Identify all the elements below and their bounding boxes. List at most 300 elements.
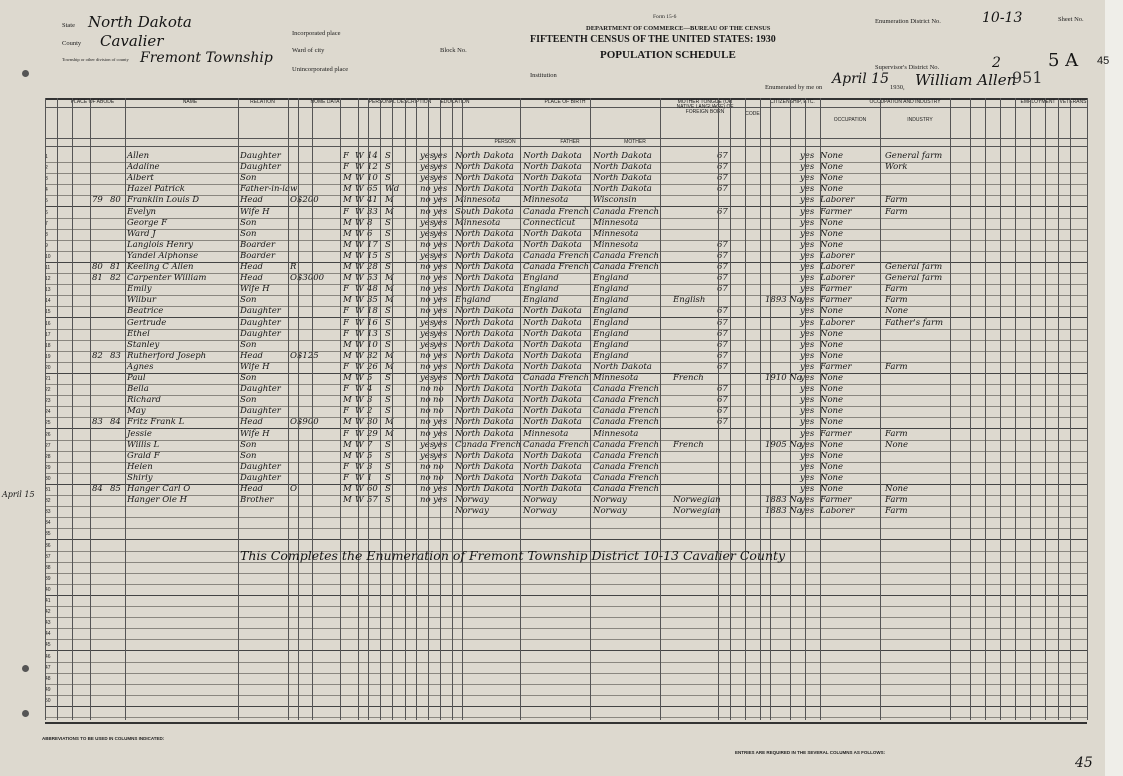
cell-mo: Canada French [593, 450, 660, 461]
row-rule [45, 451, 1087, 452]
cell-birth: North Dakota [455, 461, 514, 472]
row-number: 9 [45, 242, 48, 249]
cell-birth: Norway [455, 506, 489, 517]
cell-cit: 1910 Na [765, 373, 802, 383]
cell-code: 67 [717, 239, 728, 250]
cell-rel: Daughter [240, 472, 281, 483]
cell-mo: Canada French [593, 472, 660, 483]
cell-birth: North Dakota [455, 384, 514, 395]
column-rule [288, 98, 289, 720]
cell-rd: yes [433, 184, 448, 195]
cell-ind: Farm [885, 495, 908, 506]
cell-name: Richard [127, 395, 161, 406]
cell-name: Adaline [127, 162, 160, 173]
cell-eng: yes [800, 262, 815, 272]
column-rule [950, 98, 951, 720]
cell-mar: S [385, 239, 391, 250]
state-value: North Dakota [88, 13, 192, 31]
cell-sch: yes [420, 339, 435, 350]
row-number: 42 [45, 609, 51, 616]
cell-fa: North Dakota [523, 450, 582, 461]
cell-rd: no [433, 472, 444, 483]
column-rule [1058, 98, 1059, 720]
cell-fa: North Dakota [523, 317, 582, 328]
row-rule [45, 317, 1087, 318]
cell-rd: yes [433, 217, 448, 228]
cell-sex: F [343, 472, 349, 483]
cell-name: Helen [127, 461, 153, 472]
cell-eng: yes [800, 395, 815, 406]
col-personal: PERSONAL DESCRIPTION [368, 99, 432, 105]
cell-rd: yes [433, 417, 448, 428]
cell-fa: North Dakota [523, 361, 582, 372]
cell-age: 35 [367, 295, 378, 306]
cell-code: 67 [717, 384, 728, 395]
cell-cit: 1905 Na [765, 439, 802, 450]
cell-eng: yes [800, 506, 815, 517]
cell-val: $125 [297, 350, 319, 361]
cell-mo: North Dakota [593, 361, 652, 372]
cell-age: 41 [367, 195, 378, 206]
header-divider [45, 146, 1087, 147]
cell-race: W [355, 350, 364, 361]
cell-sex: M [343, 439, 352, 450]
column-rule [820, 98, 821, 720]
row-number: 3 [45, 176, 48, 183]
cell-fa: North Dakota [523, 239, 582, 250]
cell-ind: General farm [885, 262, 943, 272]
cell-race: W [355, 284, 364, 295]
cell-mo: Wisconsin [593, 195, 637, 206]
cell-sch: no [420, 306, 431, 317]
cell-code: 67 [717, 350, 728, 361]
column-rule [745, 98, 746, 720]
col-code: CODE [745, 111, 760, 117]
cell-sex: F [343, 328, 349, 339]
cell-birth: North Dakota [455, 262, 514, 272]
cell-mo: Norway [593, 506, 627, 517]
col-name: NAME [182, 99, 198, 105]
row-number: 25 [45, 420, 51, 427]
row-rule [45, 162, 1087, 163]
cell-birth: North Dakota [455, 228, 514, 239]
cell-fa: North Dakota [523, 151, 582, 161]
cell-code: 67 [717, 206, 728, 217]
cell-name: Ethel [127, 328, 150, 339]
row-number: 6 [45, 209, 48, 216]
cell-dw: 83 [92, 417, 103, 428]
cell-rel: Daughter [240, 406, 281, 417]
cell-fa: North Dakota [523, 417, 582, 428]
row-rule [45, 662, 1087, 663]
cell-fa: Norway [523, 495, 557, 506]
cell-mar: S [385, 173, 391, 184]
cell-eng: yes [800, 228, 815, 239]
cell-mo: Canada French [593, 262, 660, 272]
cell-birth: North Dakota [455, 350, 514, 361]
row-number: 44 [45, 631, 51, 638]
cell-fa: Minnesota [523, 428, 569, 439]
cell-fam: 80 [110, 195, 121, 206]
cell-ind: None [885, 306, 909, 317]
column-rule [1045, 98, 1046, 720]
column-rule [1070, 98, 1071, 720]
row-number: 37 [45, 553, 51, 560]
cell-occ: None [820, 472, 844, 483]
row-rule [45, 528, 1087, 529]
row-rule [45, 628, 1087, 629]
cell-eng: yes [800, 306, 815, 317]
cell-tongue: French [673, 439, 704, 450]
col-industry: INDUSTRY [907, 117, 933, 123]
cell-dw: 82 [92, 350, 103, 361]
cell-rd: yes [433, 339, 448, 350]
cell-rd: yes [433, 262, 448, 272]
cell-sex: F [343, 317, 349, 328]
row-number: 23 [45, 398, 51, 405]
cell-fam: 81 [110, 262, 121, 272]
cell-sch: no [420, 206, 431, 217]
row-number: 20 [45, 364, 51, 371]
cell-name: Albert [127, 173, 154, 184]
cell-code: 67 [717, 173, 728, 184]
cell-sch: yes [420, 250, 435, 261]
cell-rel: Son [240, 339, 257, 350]
row-number: 47 [45, 664, 51, 671]
cell-race: W [355, 384, 364, 395]
cell-eng: yes [800, 484, 815, 494]
cell-race: W [355, 250, 364, 261]
cell-name: Hanger Carl O [127, 484, 191, 494]
cell-sex: M [343, 395, 352, 406]
cell-fa: Norway [523, 506, 557, 517]
cell-birth: North Dakota [455, 361, 514, 372]
census-title: FIFTEENTH CENSUS OF THE UNITED STATES: 1930 [530, 34, 776, 45]
cell-rd: yes [433, 484, 448, 494]
cell-val: $200 [297, 195, 319, 206]
cell-mo: Canada French [593, 384, 660, 395]
cell-eng: yes [800, 384, 815, 395]
cell-age: 53 [367, 273, 378, 284]
cell-rel: Head [240, 350, 263, 361]
cell-sch: no [420, 284, 431, 295]
cell-sch: yes [420, 328, 435, 339]
cell-rd: yes [433, 361, 448, 372]
cell-age: 17 [367, 239, 378, 250]
cell-birth: North Dakota [455, 406, 514, 417]
cell-race: W [355, 306, 364, 317]
row-rule [45, 428, 1087, 429]
cell-mar: M [385, 284, 394, 295]
cell-age: 32 [367, 350, 378, 361]
row-rule [45, 473, 1087, 474]
row-rule [45, 506, 1087, 507]
form-number: Form 15-6 [653, 14, 677, 20]
cell-fa: North Dakota [523, 173, 582, 184]
cell-name: Allen [127, 151, 150, 161]
cell-own: O [290, 195, 297, 206]
cell-race: W [355, 273, 364, 284]
row-number: 21 [45, 376, 51, 382]
cell-rd: yes [433, 317, 448, 328]
row-number: 5 [45, 198, 48, 205]
cell-occ: Laborer [820, 506, 855, 517]
cell-rel: Daughter [240, 162, 281, 173]
cell-rd: no [433, 461, 444, 472]
cell-own: O [290, 273, 297, 284]
cell-sex: F [343, 384, 349, 395]
enumerator-name: William Allen [915, 71, 1017, 89]
row-rule [45, 539, 1087, 540]
page-number: 45 [1097, 55, 1110, 67]
row-number: 22 [45, 387, 51, 394]
supervisor-label: Supervisor's District No. [875, 64, 940, 71]
cell-occ: None [820, 384, 844, 395]
cell-rel: Wife H [240, 206, 270, 217]
cell-rd: yes [433, 328, 448, 339]
cell-tongue: French [673, 373, 704, 383]
cell-dw: 80 [92, 262, 103, 272]
cell-ind: Farm [885, 206, 908, 217]
column-rule [805, 98, 806, 720]
row-rule [45, 706, 1087, 707]
row-rule [45, 329, 1087, 330]
cell-mar: M [385, 428, 394, 439]
cell-own: O [290, 417, 297, 428]
cell-sch: no [420, 395, 431, 406]
row-rule [45, 517, 1087, 518]
cell-rd: yes [433, 228, 448, 239]
row-number: 12 [45, 276, 51, 283]
cell-sex: M [343, 273, 352, 284]
cell-race: W [355, 472, 364, 483]
cell-code: 67 [717, 284, 728, 295]
cell-occ: None [820, 417, 844, 428]
cell-occ: None [820, 339, 844, 350]
cell-ind: Farm [885, 195, 908, 206]
cell-fa: North Dakota [523, 395, 582, 406]
row-rule [45, 206, 1087, 207]
row-number: 33 [45, 509, 51, 516]
cell-code: 67 [717, 328, 728, 339]
col-mother: MOTHER [624, 139, 646, 145]
cell-mar: S [385, 406, 391, 417]
cell-birth: North Dakota [455, 173, 514, 184]
cell-name: Carpenter William [127, 273, 207, 284]
col-citizenship: CITIZENSHIP, ETC. [770, 99, 815, 105]
cell-name: Evelyn [127, 206, 157, 217]
cell-name: Jessie [127, 428, 152, 439]
cell-rel: Wife H [240, 284, 270, 295]
col-place-of-abode: PLACE OF ABODE [70, 99, 115, 105]
page-edge [1105, 0, 1123, 776]
cell-name: Franklin Louis D [127, 195, 200, 206]
cell-age: 16 [367, 317, 378, 328]
cell-fam: 82 [110, 273, 121, 284]
cell-mar: S [385, 439, 391, 450]
row-number: 8 [45, 231, 48, 238]
cell-birth: North Dakota [455, 417, 514, 428]
cell-eng: yes [800, 217, 815, 228]
row-number: 7 [45, 220, 48, 227]
cell-fa: Canada French [523, 373, 590, 383]
cell-race: W [355, 239, 364, 250]
cell-mar: S [385, 162, 391, 173]
column-rule [312, 98, 313, 720]
cell-birth: North Dakota [455, 151, 514, 161]
row-rule [45, 373, 1087, 374]
cell-sch: yes [420, 439, 435, 450]
cell-mo: England [593, 273, 629, 284]
cell-occ: None [820, 306, 844, 317]
cell-mar: S [385, 373, 391, 383]
row-number: 41 [45, 598, 51, 604]
cell-birth: North Dakota [455, 395, 514, 406]
row-rule [45, 395, 1087, 396]
cell-name: Emily [127, 284, 152, 295]
cell-age: 57 [367, 495, 378, 506]
column-rule [45, 98, 46, 720]
cell-race: W [355, 317, 364, 328]
cell-eng: yes [800, 195, 815, 206]
cell-sex: M [343, 173, 352, 184]
cell-mar: S [385, 306, 391, 317]
department-title: DEPARTMENT OF COMMERCE—BUREAU OF THE CENSUS [586, 25, 771, 32]
cell-mo: Canada French [593, 439, 660, 450]
cell-code: 67 [717, 162, 728, 173]
cell-occ: None [820, 151, 844, 161]
cell-eng: yes [800, 461, 815, 472]
row-number: 31 [45, 487, 51, 493]
cell-tongue: Norwegian [673, 495, 721, 506]
column-rule [590, 98, 591, 720]
cell-occ: Farmer [820, 295, 852, 306]
cell-rel: Boarder [240, 239, 276, 250]
cell-tongue: English [673, 295, 706, 306]
cell-fa: Canada French [523, 439, 590, 450]
cell-rel: Head [240, 195, 263, 206]
cell-eng: yes [800, 206, 815, 217]
cell-rel: Daughter [240, 328, 281, 339]
cell-age: 29 [367, 428, 378, 439]
cell-code: 67 [717, 339, 728, 350]
cell-race: W [355, 439, 364, 450]
cell-val: $3000 [297, 273, 325, 284]
column-rule [238, 98, 239, 720]
enum-district-value: 10-13 [982, 10, 1023, 26]
cell-mo: Canada French [593, 417, 660, 428]
cell-race: W [355, 173, 364, 184]
cell-sex: F [343, 162, 349, 173]
cell-sex: F [343, 428, 349, 439]
cell-fa: England [523, 284, 559, 295]
cell-code: 67 [717, 273, 728, 284]
row-number: 2 [45, 165, 48, 172]
cell-rd: yes [433, 206, 448, 217]
cell-fa: North Dakota [523, 328, 582, 339]
cell-mo: Canada French [593, 484, 660, 494]
cell-occ: None [820, 173, 844, 184]
row-rule [45, 617, 1087, 618]
cell-mo: England [593, 284, 629, 295]
cell-age: 5 [367, 373, 373, 383]
cell-fa: Connecticut [523, 217, 576, 228]
cell-sex: F [343, 151, 349, 161]
cell-race: W [355, 328, 364, 339]
cell-mo: England [593, 306, 629, 317]
row-rule [45, 362, 1087, 363]
cell-birth: North Dakota [455, 306, 514, 317]
cell-birth: North Dakota [455, 339, 514, 350]
column-rule [428, 98, 429, 720]
cell-sex: M [343, 450, 352, 461]
cell-mo: North Dakota [593, 173, 652, 184]
cell-occ: None [820, 239, 844, 250]
cell-race: W [355, 406, 364, 417]
row-number: 35 [45, 531, 51, 538]
cell-dw: 79 [92, 195, 103, 206]
col-occupation: OCCUPATION [833, 117, 867, 123]
cell-rd: yes [433, 151, 448, 161]
column-rule [416, 98, 417, 720]
cell-rd: yes [433, 306, 448, 317]
column-rule [72, 98, 73, 720]
cell-sch: yes [420, 151, 435, 161]
cell-sch: yes [420, 217, 435, 228]
footer-abbreviations: ABBREVIATIONS TO BE USED IN COLUMNS INDICATED: [42, 736, 165, 741]
row-number: 14 [45, 298, 51, 305]
column-rule [440, 98, 441, 720]
cell-mo: Minnesota [593, 428, 639, 439]
row-number: 16 [45, 320, 51, 327]
column-rule [125, 98, 126, 720]
column-rule [660, 98, 661, 720]
cell-sch: no [420, 484, 431, 494]
row-number: 10 [45, 253, 51, 260]
township-value: Fremont Township [140, 50, 273, 66]
cell-eng: yes [800, 428, 815, 439]
cell-race: W [355, 162, 364, 173]
cell-age: 60 [367, 484, 378, 494]
row-rule [45, 484, 1087, 485]
cell-name: George F [127, 217, 168, 228]
cell-sch: yes [420, 162, 435, 173]
cell-race: W [355, 195, 364, 206]
cell-name: Ward J [127, 228, 156, 239]
cell-sex: M [343, 339, 352, 350]
cell-eng: yes [800, 162, 815, 173]
cell-birth: North Dakota [455, 250, 514, 261]
cell-rel: Wife H [240, 361, 270, 372]
cell-cit: 1883 Na [765, 506, 802, 517]
cell-occ: Laborer [820, 250, 855, 261]
col-person: PERSON [494, 139, 516, 145]
cell-eng: yes [800, 406, 815, 417]
cell-rel: Head [240, 273, 263, 284]
cell-race: W [355, 184, 364, 195]
cell-birth: North Dakota [455, 428, 514, 439]
cell-birth: South Dakota [455, 206, 514, 217]
col-relation: RELATION [250, 99, 275, 105]
ward-label: Ward of city [292, 47, 325, 54]
row-rule [45, 595, 1087, 596]
cell-eng: yes [800, 350, 815, 361]
row-rule [45, 351, 1087, 352]
cell-birth: North Dakota [455, 184, 514, 195]
column-rule [718, 98, 719, 720]
cell-race: W [355, 417, 364, 428]
cell-sch: no [420, 262, 431, 272]
